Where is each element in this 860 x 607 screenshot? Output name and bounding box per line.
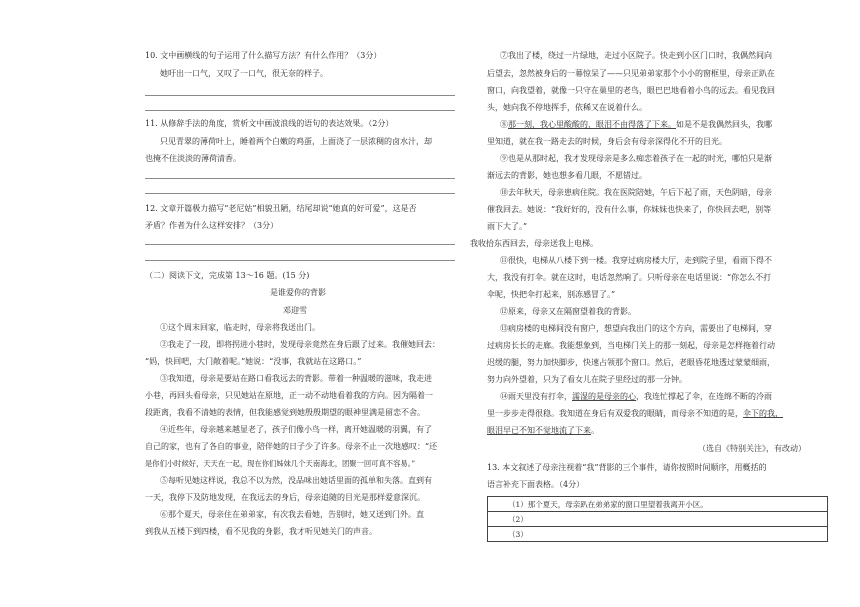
paragraph-line: ①这个周末回家，临走时，母亲将我送出门。 — [160, 323, 320, 332]
paragraph-line — [487, 425, 599, 436]
paragraph-line: 是你们小时候好，天天在一起，现在你们姊妹几个天南海北，团聚一回可真不容易。” — [145, 459, 416, 468]
paragraph-line: ⑦我出了楼，绕过一片绿地，走过小区院子。快走到小区门口时，我偶然间向 — [500, 51, 772, 60]
section-heading: （二）阅读下文，完成第 13～16 题。(15 分) — [145, 271, 310, 280]
answer-line — [145, 260, 455, 261]
table-cell[interactable]: （2） — [488, 512, 828, 527]
paragraph-line: 窗口，向我望着，就像一只守在巢里的老鸟，眼巴巴地看着小鸟的远去。看见我回 — [487, 86, 775, 95]
paragraph-line: 头，她向我不停地挥手，依稀又在说着什么。 — [487, 103, 647, 112]
paragraph-line: 大，我没有打伞。就在这时，电话忽然响了。只听母亲在电话里说：“你怎么不打 — [487, 273, 772, 282]
paragraph-line: 自己的家，也有了各自的事业，陪伴她的日子少了许多。母亲不止一次地感叹：“还 — [145, 442, 438, 451]
underlined-phrase: 伞下的我， — [743, 409, 783, 418]
answer-line — [145, 244, 455, 245]
article-source: （选自《特别关注》，有改动） — [698, 444, 806, 453]
question-10-title: 10. 文中画横线的句子运用了什么描写方法？有什么作用？（3分） — [145, 51, 382, 60]
paragraph-text: ⑭雨天里没有打伞， — [500, 392, 572, 401]
paragraph-line: “妈，快回吧，大门敞着呢。”她说：“没事，我就站在这路口。” — [145, 357, 362, 366]
paragraph-line: 催我回去。她说：“我好好的，没有什么事，你妹妹也快来了，你快回去吧，别等 — [487, 205, 772, 214]
paragraph-text: 里一步步走得很稳。我知道在身后有双爱我的眼睛，而母亲不知道的是， — [487, 409, 743, 418]
paragraph-line: ⑨也是从那时起，我才发现母亲是多么痴恋着孩子在一起的时光，哪怕只是渐 — [500, 154, 772, 163]
paragraph-line: 段距离，我看不清她的表情，但我能感觉到她殷殷期望的眼神里满是留恋不舍。 — [145, 408, 425, 417]
table-row — [488, 527, 828, 542]
question-13-title-line: 语言补充下面表格。（4分） — [487, 480, 585, 489]
paragraph-line: 后望去，忽然被身后的一幕惊呆了——只见弟弟家那个小小的窗框里，母亲正趴在 — [487, 69, 775, 78]
table-row — [488, 497, 828, 512]
question-11-quote-line: 只见青翠的薄荷叶上，睡着两个白嫩的鸡蛋，上面浇了一层浓稠的卤水汁，却 — [160, 137, 432, 146]
question-13-title-line: 13. 本文叙述了母亲注视着“我”背影的三个事件，请你按照时间顺序，用概括的 — [487, 463, 767, 472]
paragraph-line: ④近些年，母亲越来越显老了，孩子们像小鸟一样，离开她温暖的羽翼，有了 — [160, 425, 432, 434]
paragraph-line: 迟缓的腿，努力加快脚步，快速占领那个窗口。然后，老眼昏花地透过蒙蒙细雨， — [487, 358, 775, 367]
paragraph-line: 伞呢，快把伞打起来，别冻感冒了。” — [487, 290, 616, 299]
table-cell[interactable]: （3） — [488, 527, 828, 542]
table-row — [488, 512, 828, 527]
article-author: 邓迎雪 — [283, 306, 307, 315]
answer-table — [487, 496, 828, 542]
paragraph-line — [500, 119, 772, 130]
question-12-title-line: 矛盾？作者为什么这样安排？（3分） — [145, 221, 279, 230]
paragraph-line: 渐远去的背影，她也想多看几眼，不愿错过。 — [487, 171, 647, 180]
paragraph-line: 里知道，就在我一路走去的时候，身后会有母亲深得化不开的目光。 — [487, 137, 727, 146]
paragraph-line: 到我从五楼下到四楼，看不见我的身影，我才听见她关门的声音。 — [145, 527, 377, 536]
paragraph-line — [487, 408, 783, 419]
question-11-title: 11. 从修辞手法的角度，赏析文中画波浪线的语句的表达效果。（2分） — [145, 119, 394, 128]
paragraph-line: 过病房长长的走廊。我能想象到，当电梯门关上的那一刻起，母亲是怎样拖着行动 — [487, 341, 775, 350]
paragraph-text: 如是不是我偶然回头，我哪 — [676, 120, 772, 129]
answer-line — [145, 110, 455, 111]
paragraph-line: ⑫原来，母亲又在隔窗望着我的背影。 — [500, 307, 636, 316]
paragraph-line — [500, 391, 772, 402]
answer-line — [145, 95, 455, 96]
paragraph-line: 小巷，再回头看母亲，只见她站在原地，正一动不动地看着我的方向。因为隔着一 — [145, 391, 433, 400]
underlined-sentence: 那一刻，我心里酸酸的，眼泪不由得落了下来。 — [508, 120, 676, 129]
paragraph-line: ⑬病房楼的电梯间没有窗户，想望向我出门的这个方向，需要出了电梯间，穿 — [500, 324, 772, 333]
paragraph-text: ，我连忙撑起了伞，在连绵不断的冷雨 — [636, 392, 772, 401]
paragraph-text: 。 — [591, 426, 599, 435]
paragraph-number: ⑧ — [500, 120, 508, 129]
answer-line — [145, 193, 455, 194]
table-cell[interactable]: （1）那个夏天，母亲趴在弟弟家的窗口里望着我离开小区。 — [488, 497, 828, 512]
paragraph-line: 努力向外望着，只为了看女儿在院子里经过的那一分钟。 — [487, 375, 687, 384]
paragraph-line: ⑩去年秋天，母亲患病住院。我在医院陪她，午后下起了雨，天色阴暗，母亲 — [500, 188, 772, 197]
paragraph-line: ⑥那个夏天，母亲住在弟弟家，有次我去看她，告别时，她又送到门外。直 — [160, 510, 424, 519]
paragraph-line: 我收拾东西回去，母亲送我上电梯。 — [470, 239, 598, 248]
paragraph-line: ③我知道，母亲是要站在路口看我远去的背影。带着一种温暖的滋味，我走进 — [160, 374, 432, 383]
question-12-title-line: 12. 文章开篇极力描写“老尼姑”相貌丑陋，结尾却说“她真的好可爱”，这是否 — [145, 204, 417, 213]
paragraph-line: 一天，我停下及防地发现，在我远去的身后，母亲追随的目光是那样爱意深沉。 — [145, 493, 425, 502]
paragraph-line: ⑤每听见她这样说，我总不以为然，没品味出她话里面的孤单和失落。直到有 — [160, 476, 432, 485]
paragraph-line: ②我走了一段，即将拐进小巷时，发现母亲竟然在身后跟了过来。我催她回去： — [160, 340, 440, 349]
paragraph-line: 雨下大了。” — [487, 222, 528, 231]
underlined-phrase: 眼泪早已不知不觉地流了下来 — [487, 426, 591, 435]
paragraph-line: ⑪很快，电梯从八楼下到一楼。我穿过病房楼大厅，走到院子里，看雨下得不 — [500, 256, 772, 265]
underlined-phrase: 濡湿的是母亲的心 — [572, 392, 636, 401]
question-10-quote: 她吁出一口气，又叹了一口气，很无奈的样子。 — [160, 69, 328, 78]
answer-line — [145, 178, 455, 179]
article-title: 是谁爱你的背影 — [270, 288, 326, 297]
question-11-quote-line: 也掩不住淡淡的薄荷清香。 — [145, 154, 241, 163]
